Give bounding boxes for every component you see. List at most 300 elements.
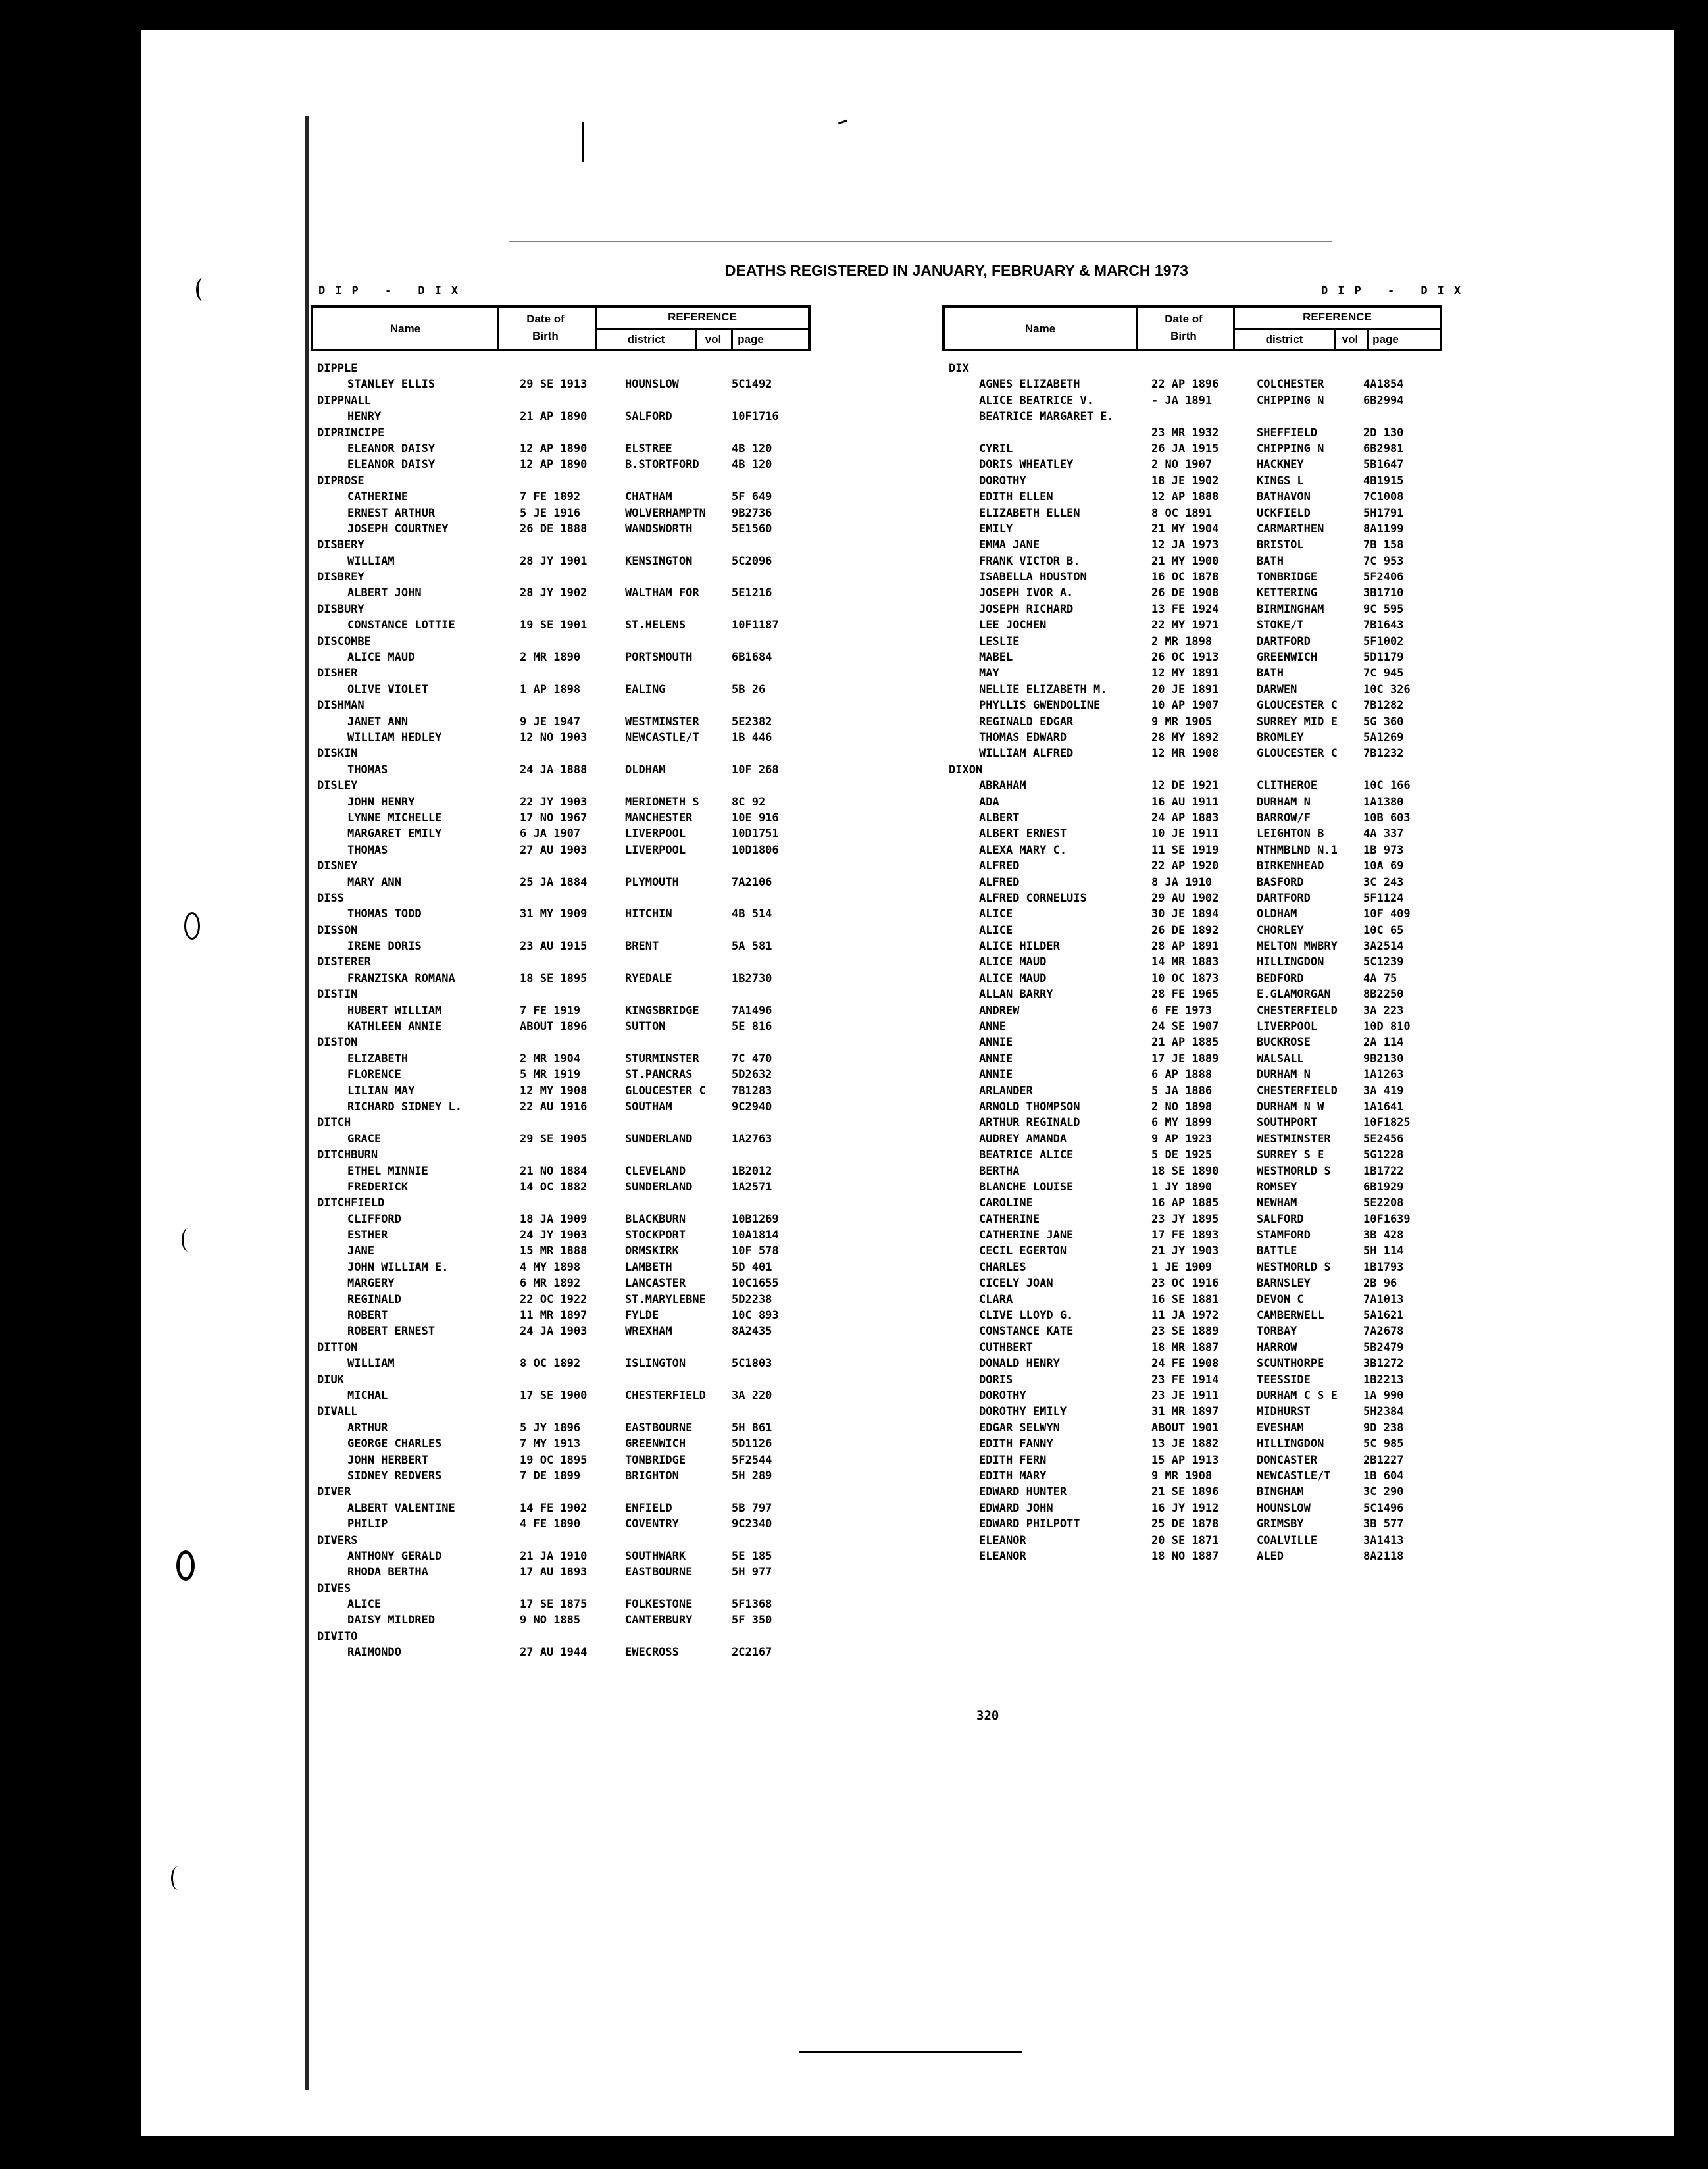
- entry-row: [311, 1645, 811, 1660]
- entry-row: [311, 1500, 811, 1516]
- entry-row: [311, 1436, 811, 1452]
- date-of-birth: 27 AU 1903: [520, 843, 588, 857]
- date-of-birth: 11 SE 1919: [1151, 843, 1219, 857]
- entry-row: [942, 1548, 1442, 1564]
- date-of-birth: 26 DE 1892: [1151, 923, 1219, 937]
- forename: RHODA BERTHA: [347, 1566, 428, 1579]
- surname-row: [311, 537, 811, 553]
- header-divider: [1235, 328, 1440, 330]
- forename: MICHAL: [347, 1389, 388, 1402]
- reference: 10C 326: [1363, 682, 1411, 696]
- entry-row: [311, 714, 811, 730]
- reference: 1B2730: [732, 971, 772, 985]
- entry-row: [942, 906, 1442, 922]
- reference: 1A1641: [1363, 1100, 1404, 1113]
- forename: REGINALD: [347, 1292, 401, 1306]
- forename: DOROTHY: [979, 474, 1026, 488]
- district: STURMINSTER: [625, 1052, 699, 1065]
- date-of-birth: 21 MY 1904: [1151, 522, 1219, 536]
- forename: ALFRED CORNELUIS: [979, 891, 1087, 905]
- date-of-birth: 5 DE 1925: [1151, 1148, 1213, 1162]
- date-of-birth: 1 JE 1909: [1151, 1260, 1213, 1274]
- date-of-birth: 5 JY 1896: [520, 1421, 581, 1435]
- entry-row: [942, 746, 1442, 761]
- date-of-birth: 24 FE 1908: [1151, 1357, 1219, 1371]
- date-of-birth: 25 DE 1878: [1151, 1518, 1219, 1531]
- reference: 5F1368: [732, 1598, 772, 1612]
- reference: 7B1283: [732, 1084, 772, 1098]
- district: PORTSMOUTH: [625, 651, 693, 665]
- reference: 10C1655: [732, 1277, 779, 1290]
- reference: 2A 114: [1363, 1036, 1404, 1050]
- reference: 3A 223: [1363, 1004, 1404, 1017]
- entry-row: [311, 794, 811, 810]
- entry-row: [942, 858, 1442, 874]
- date-of-birth: 24 AP 1883: [1151, 811, 1219, 825]
- date-of-birth: 19 SE 1901: [520, 619, 588, 632]
- reference: 5A 581: [732, 940, 772, 954]
- header-district: district: [627, 333, 665, 345]
- forename: KATHLEEN ANNIE: [347, 1020, 442, 1034]
- reference: 10D1806: [732, 843, 779, 857]
- date-of-birth: 29 SE 1905: [520, 1132, 588, 1146]
- reference: 5D2238: [732, 1292, 772, 1306]
- entry-row: [942, 650, 1442, 665]
- entry-row: [942, 698, 1442, 713]
- date-of-birth: 1 AP 1898: [520, 682, 581, 696]
- forename: REGINALD EDGAR: [979, 715, 1074, 728]
- district: DURHAM N: [1257, 1068, 1311, 1082]
- forename: ELEANOR DAISY: [347, 458, 436, 472]
- forename: ALEXA MARY C.: [979, 843, 1067, 857]
- scan-artifact: [305, 116, 309, 2090]
- date-of-birth: 9 MR 1908: [1151, 1469, 1213, 1483]
- entry-row: [942, 425, 1442, 441]
- date-of-birth: 9 JE 1947: [520, 715, 581, 728]
- entry-row: [942, 489, 1442, 505]
- district: GLOUCESTER C: [1257, 747, 1338, 761]
- district: GREENWICH: [625, 1437, 686, 1451]
- district: CHIPPING N: [1257, 394, 1324, 407]
- entry-row: [942, 714, 1442, 730]
- entry-row: [311, 1596, 811, 1612]
- surname-row: [311, 858, 811, 874]
- reference: 5D1179: [1363, 651, 1404, 665]
- forename: DONALD HENRY: [979, 1357, 1060, 1371]
- surname: DIXON: [949, 763, 983, 777]
- district: CARMARTHEN: [1257, 522, 1324, 536]
- reference: 1B2012: [732, 1164, 772, 1178]
- entry-row: [311, 826, 811, 842]
- forename: ALICE HILDER: [979, 940, 1060, 954]
- forename: JANET ANN: [347, 715, 409, 728]
- entry-row: [942, 1308, 1442, 1323]
- date-of-birth: 5 JE 1916: [520, 506, 581, 520]
- date-of-birth: 12 AP 1888: [1151, 490, 1219, 504]
- reference: 5B 26: [732, 682, 766, 696]
- reference: 5E1560: [732, 522, 772, 536]
- district: DEVON C: [1257, 1292, 1304, 1306]
- forename: BEATRICE MARGARET E.: [979, 410, 1114, 424]
- reference: 8A2118: [1363, 1549, 1404, 1563]
- district: CHIPPING N: [1257, 442, 1324, 455]
- forename: ALICE MAUD: [979, 971, 1047, 985]
- surname: DITTON: [317, 1340, 358, 1354]
- entry-row: [942, 1147, 1442, 1163]
- date-of-birth: 9 AP 1923: [1151, 1132, 1213, 1146]
- reference: 5B2479: [1363, 1340, 1404, 1354]
- date-of-birth: 11 JA 1972: [1151, 1309, 1219, 1323]
- forename: ALBERT JOHN: [347, 586, 422, 600]
- forename: ALLAN BARRY: [979, 988, 1053, 1002]
- forename: ALICE MAUD: [347, 651, 415, 665]
- district: MIDHURST: [1257, 1405, 1311, 1419]
- district: BATHAVON: [1257, 490, 1311, 504]
- header-dob-cell: [1136, 308, 1233, 349]
- forename: JOHN HERBERT: [347, 1453, 428, 1467]
- date-of-birth: 31 MR 1897: [1151, 1405, 1219, 1419]
- entry-row: [311, 842, 811, 858]
- reference: 7A2106: [732, 875, 772, 889]
- entry-row: [311, 1243, 811, 1259]
- entry-row: [942, 601, 1442, 617]
- district: E.GLAMORGAN: [1257, 988, 1331, 1002]
- district: DURHAM C S E: [1257, 1389, 1338, 1402]
- header-district: district: [1265, 333, 1303, 345]
- surname-row: [311, 1034, 811, 1050]
- entry-row: [311, 1131, 811, 1147]
- district: HILLINGDON: [1257, 1437, 1324, 1451]
- entry-row: [942, 875, 1442, 890]
- district: BARROW/F: [1257, 811, 1311, 825]
- entry-row: [311, 1548, 811, 1564]
- microfilm-page: [141, 30, 1674, 2136]
- forename: CLIVE LLOYD G.: [979, 1309, 1074, 1323]
- entry-row: [942, 954, 1442, 970]
- entry-row: [311, 730, 811, 746]
- date-of-birth: 16 AP 1885: [1151, 1196, 1219, 1210]
- date-of-birth: 30 JE 1894: [1151, 907, 1219, 921]
- reference: 5F2406: [1363, 571, 1404, 584]
- surname-row: [311, 473, 811, 489]
- date-of-birth: 28 JY 1901: [520, 554, 588, 568]
- date-of-birth: 1 JY 1890: [1151, 1180, 1213, 1194]
- reference: 9C 595: [1363, 602, 1404, 616]
- reference: 10D 810: [1363, 1020, 1411, 1034]
- forename: STANLEY ELLIS: [347, 378, 436, 392]
- forename: ISABELLA HOUSTON: [979, 571, 1087, 584]
- district: OLDHAM: [625, 763, 666, 777]
- date-of-birth: 29 SE 1913: [520, 378, 588, 392]
- date-of-birth: 24 JA 1903: [520, 1325, 588, 1339]
- reference: 5E2382: [732, 715, 772, 728]
- district: STOKE/T: [1257, 619, 1304, 632]
- district: SOUTHPORT: [1257, 1116, 1318, 1130]
- reference: 3A 419: [1363, 1084, 1404, 1098]
- forename: EDWARD JOHN: [979, 1501, 1053, 1515]
- entry-row: [942, 1212, 1442, 1227]
- surname: DISHMAN: [317, 699, 364, 713]
- left-column: [311, 305, 811, 1661]
- district: EALING: [625, 682, 666, 696]
- surname-row: [311, 569, 811, 585]
- district: COALVILLE: [1257, 1533, 1318, 1547]
- date-of-birth: 17 AU 1893: [520, 1566, 588, 1579]
- district: SALFORD: [625, 410, 672, 424]
- forename: OLIVE VIOLET: [347, 682, 428, 696]
- forename: CYRIL: [979, 442, 1013, 455]
- forename: WILLIAM HEDLEY: [347, 730, 442, 744]
- date-of-birth: 7 FE 1919: [520, 1004, 581, 1017]
- district: BASFORD: [1257, 875, 1304, 889]
- date-of-birth: 12 JA 1973: [1151, 538, 1219, 552]
- date-of-birth: 19 OC 1895: [520, 1453, 588, 1467]
- reference: 2B1227: [1363, 1453, 1404, 1467]
- forename: RAIMONDO: [347, 1646, 401, 1660]
- entry-row: [942, 1436, 1442, 1452]
- running-head-right: DIP - DIX: [1321, 284, 1471, 297]
- reference: 6B1929: [1363, 1180, 1404, 1194]
- date-of-birth: 17 JE 1889: [1151, 1052, 1219, 1065]
- punch-hole-icon: [182, 1228, 195, 1252]
- forename: JOSEPH IVOR A.: [979, 586, 1074, 600]
- reference: 10C 166: [1363, 779, 1411, 793]
- district: GLOUCESTER C: [1257, 699, 1338, 713]
- reference: 10C 893: [732, 1309, 779, 1323]
- district: BATH: [1257, 554, 1284, 568]
- reference: 7C 953: [1363, 554, 1404, 568]
- entry-row: [942, 537, 1442, 553]
- forename: ALBERT ERNEST: [979, 827, 1067, 841]
- entry-row: [942, 505, 1442, 521]
- date-of-birth: 17 NO 1967: [520, 811, 588, 825]
- entry-row: [311, 505, 811, 521]
- reference: 3A 220: [732, 1389, 772, 1402]
- entry-row: [942, 585, 1442, 601]
- entry-row: [311, 1067, 811, 1083]
- date-of-birth: 14 FE 1902: [520, 1501, 588, 1515]
- surname: DISTERER: [317, 956, 371, 969]
- entry-row: [311, 617, 811, 633]
- forename: FRANK VICTOR B.: [979, 554, 1080, 568]
- entry-row: [311, 1179, 811, 1195]
- entry-row: [942, 1083, 1442, 1099]
- reference: 8A1199: [1363, 522, 1404, 536]
- reference: 1A1380: [1363, 795, 1404, 809]
- entry-row: [942, 1019, 1442, 1034]
- entry-row: [311, 762, 811, 778]
- entry-row: [311, 650, 811, 665]
- punch-hole-icon: [196, 278, 211, 301]
- forename: THOMAS EDWARD: [979, 730, 1067, 744]
- date-of-birth: 28 JY 1902: [520, 586, 588, 600]
- entry-row: [942, 1500, 1442, 1516]
- surname: DISTON: [317, 1036, 358, 1050]
- date-of-birth: 25 JA 1884: [520, 875, 588, 889]
- reference: 5F 649: [732, 490, 772, 504]
- district: HITCHIN: [625, 907, 672, 921]
- surname: DISCOMBE: [317, 634, 371, 648]
- surname-row: [311, 923, 811, 938]
- date-of-birth: 18 SE 1895: [520, 971, 588, 985]
- district: GLOUCESTER C: [625, 1084, 706, 1098]
- surname-row: [311, 361, 811, 376]
- date-of-birth: 21 JY 1903: [1151, 1244, 1219, 1258]
- date-of-birth: ABOUT 1896: [520, 1020, 588, 1034]
- entry-row: [942, 794, 1442, 810]
- entry-row: [311, 585, 811, 601]
- header-name: Name: [1024, 322, 1056, 335]
- reference: 1B 973: [1363, 843, 1404, 857]
- forename: ADA: [979, 795, 999, 809]
- forename: CATHERINE: [979, 1212, 1040, 1226]
- entry-row: [311, 489, 811, 505]
- entry-row: [942, 778, 1442, 794]
- reference: 10F 409: [1363, 907, 1411, 921]
- surname: DISSON: [317, 923, 358, 937]
- entry-row: [942, 1067, 1442, 1083]
- forename: THOMAS TODD: [347, 907, 422, 921]
- reference: 7B1643: [1363, 619, 1404, 632]
- left-entry-list: [311, 361, 811, 1661]
- right-column: [942, 305, 1442, 1564]
- date-of-birth: 31 MY 1909: [520, 907, 588, 921]
- forename: ELEANOR: [979, 1549, 1026, 1563]
- reference: 10A1814: [732, 1229, 779, 1242]
- date-of-birth: 16 OC 1878: [1151, 571, 1219, 584]
- date-of-birth: 21 NO 1884: [520, 1164, 588, 1178]
- date-of-birth: 28 FE 1965: [1151, 988, 1219, 1002]
- surname: DISTIN: [317, 988, 358, 1002]
- table-header: [311, 305, 811, 351]
- district: LAMBETH: [625, 1260, 672, 1274]
- entry-row: [311, 1308, 811, 1323]
- reference: 10C 65: [1363, 923, 1404, 937]
- district: KETTERING: [1257, 586, 1318, 600]
- surname: DIVALL: [317, 1405, 358, 1419]
- reference: 2B 96: [1363, 1277, 1397, 1290]
- reference: 5C1496: [1363, 1501, 1404, 1515]
- reference: 7A2678: [1363, 1325, 1404, 1339]
- surname-row: [311, 1195, 811, 1211]
- date-of-birth: 22 OC 1922: [520, 1292, 588, 1306]
- forename: ARTHUR REGINALD: [979, 1116, 1080, 1130]
- surname: DISKIN: [317, 747, 358, 761]
- forename: EMMA JANE: [979, 538, 1040, 552]
- entry-row: [311, 376, 811, 392]
- entry-row: [942, 938, 1442, 954]
- district: STOCKPORT: [625, 1229, 686, 1242]
- reference: 8C 92: [732, 795, 766, 809]
- district: MANCHESTER: [625, 811, 693, 825]
- date-of-birth: 23 JY 1895: [1151, 1212, 1219, 1226]
- entry-row: [942, 810, 1442, 826]
- reference: 4B 120: [732, 442, 772, 455]
- reference: 3B 577: [1363, 1518, 1404, 1531]
- reference: 10B 603: [1363, 811, 1411, 825]
- date-of-birth: 2 NO 1907: [1151, 458, 1213, 472]
- forename: HUBERT WILLIAM: [347, 1004, 442, 1017]
- reference: 10E 916: [732, 811, 779, 825]
- district: NEWCASTLE/T: [1257, 1469, 1331, 1483]
- surname-row: [311, 665, 811, 681]
- entry-row: [311, 1163, 811, 1179]
- entry-row: [942, 569, 1442, 585]
- forename: JANE: [347, 1244, 374, 1258]
- surname: DITCHBURN: [317, 1148, 378, 1162]
- district: B.STORTFORD: [625, 458, 699, 472]
- district: ROMSEY: [1257, 1180, 1297, 1194]
- date-of-birth: 16 SE 1881: [1151, 1292, 1219, 1306]
- district: BATH: [1257, 667, 1284, 680]
- entry-row: [942, 376, 1442, 392]
- date-of-birth: 9 NO 1885: [520, 1614, 581, 1627]
- entry-row: [311, 441, 811, 457]
- forename: ALICE MAUD: [979, 956, 1047, 969]
- surname-row: [311, 601, 811, 617]
- date-of-birth: 29 AU 1902: [1151, 891, 1219, 905]
- entry-row: [311, 1388, 811, 1404]
- reference: 5D2632: [732, 1068, 772, 1082]
- reference: 5C2096: [732, 554, 772, 568]
- surname-row: [311, 1484, 811, 1500]
- reference: 9C2340: [732, 1518, 772, 1531]
- entry-row: [311, 906, 811, 922]
- date-of-birth: 12 NO 1903: [520, 730, 588, 744]
- reference: 10F1639: [1363, 1212, 1411, 1226]
- forename: CATHERINE JANE: [979, 1229, 1074, 1242]
- district: WESTMORLD S: [1257, 1260, 1331, 1274]
- date-of-birth: 22 MY 1971: [1151, 619, 1219, 632]
- district: SALFORD: [1257, 1212, 1304, 1226]
- date-of-birth: 17 SE 1900: [520, 1389, 588, 1402]
- reference: 9D 238: [1363, 1421, 1404, 1435]
- date-of-birth: 15 MR 1888: [520, 1244, 588, 1258]
- forename: ALICE: [347, 1598, 382, 1612]
- reference: 5H 861: [732, 1421, 772, 1435]
- punch-hole-icon: [184, 912, 200, 940]
- date-of-birth: 5 MR 1919: [520, 1068, 581, 1082]
- forename: PHILIP: [347, 1518, 388, 1531]
- district: DARWEN: [1257, 682, 1297, 696]
- forename: GEORGE CHARLES: [347, 1437, 442, 1451]
- forename: WILLIAM ALFRED: [979, 747, 1074, 761]
- district: LANCASTER: [625, 1277, 686, 1290]
- forename: CLIFFORD: [347, 1212, 401, 1226]
- district: WOLVERHAMPTN: [625, 506, 706, 520]
- forename: EDWARD PHILPOTT: [979, 1518, 1080, 1531]
- date-of-birth: 8 OC 1891: [1151, 506, 1213, 520]
- entry-row: [942, 682, 1442, 698]
- forename: JOSEPH COURTNEY: [347, 522, 449, 536]
- forename: EDITH FANNY: [979, 1437, 1053, 1451]
- forename: ANNIE: [979, 1068, 1013, 1082]
- reference: 6B1684: [732, 651, 772, 665]
- entry-row: [942, 1484, 1442, 1500]
- surname-row: [311, 425, 811, 441]
- district: BUCKROSE: [1257, 1036, 1311, 1050]
- district: EVESHAM: [1257, 1421, 1304, 1435]
- entry-row: [311, 1323, 811, 1339]
- forename: ALICE: [979, 907, 1013, 921]
- entry-row: [942, 1163, 1442, 1179]
- entry-row: [942, 1275, 1442, 1291]
- reference: 5F1124: [1363, 891, 1404, 905]
- scan-artifact: [838, 120, 847, 125]
- reference: 3B1272: [1363, 1357, 1404, 1371]
- reference: 1A2571: [732, 1180, 772, 1194]
- district: NEWCASTLE/T: [625, 730, 699, 744]
